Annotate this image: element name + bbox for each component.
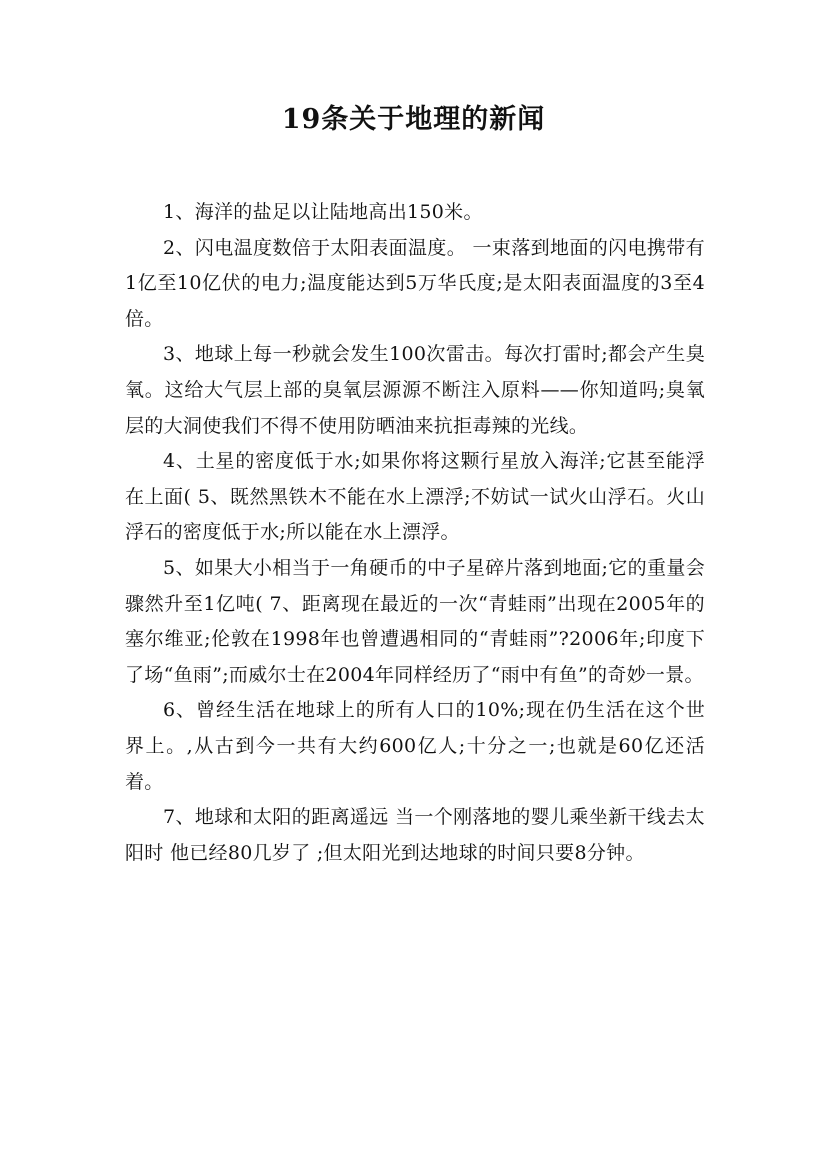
paragraph-4: 4、土星的密度低于水;如果你将这颗行星放入海洋;它甚至能浮在上面( 5、既然黑铁木不能在水上漂浮;不妨试一试火山浮石。火山浮石的密度低于水;所以能在水上漂浮。 — [125, 450, 705, 544]
paragraph-3: 3、地球上每一秒就会发生100次雷击。每次打雷时;都会产生臭氧。这给大气层上部的臭氧层源源不断注入原料——你知道吗;臭氧层的大洞使我们不得不使用防晒油来抗拒毒辣的光线。 — [125, 343, 705, 437]
document-body — [125, 195, 705, 871]
paragraph-2: 2、闪电温度数倍于太阳表面温度。 一束落到地面的闪电携带有1亿至10亿伏的电力;温度能达到5万华氏度;是太阳表面温度的3至4倍。 — [125, 236, 705, 330]
paragraph-7: 7、地球和太阳的距离遥远 当一个刚落地的婴儿乘坐新干线去太阳时 他已经80几岁了 ;但太阳光到达地球的时间只要8分钟。 — [125, 806, 705, 864]
paragraph-1: 1、海洋的盐足以让陆地高出150米。 — [163, 201, 483, 223]
paragraph-6: 6、曾经生活在地球上的所有人口的10%;现在仍生活在这个世界上。,从古到今一共有大约600亿人;十分之一;也就是60亿还活着。 — [125, 699, 705, 793]
document-title: 19条关于地理的新闻 — [281, 104, 546, 135]
paragraph-5: 5、如果大小相当于一角硬币的中子星碎片落到地面;它的重量会骤然升至1亿吨( 7、距离现在最近的一次“青蛙雨”出现在2005年的塞尔维亚;伦敦在1998年也曾遭遇相同的“青蛙雨”?2006年;印度下了场“鱼雨”;而威尔士在2004年同样经历了“雨中有鱼”的奇妙一景。 — [125, 556, 705, 686]
